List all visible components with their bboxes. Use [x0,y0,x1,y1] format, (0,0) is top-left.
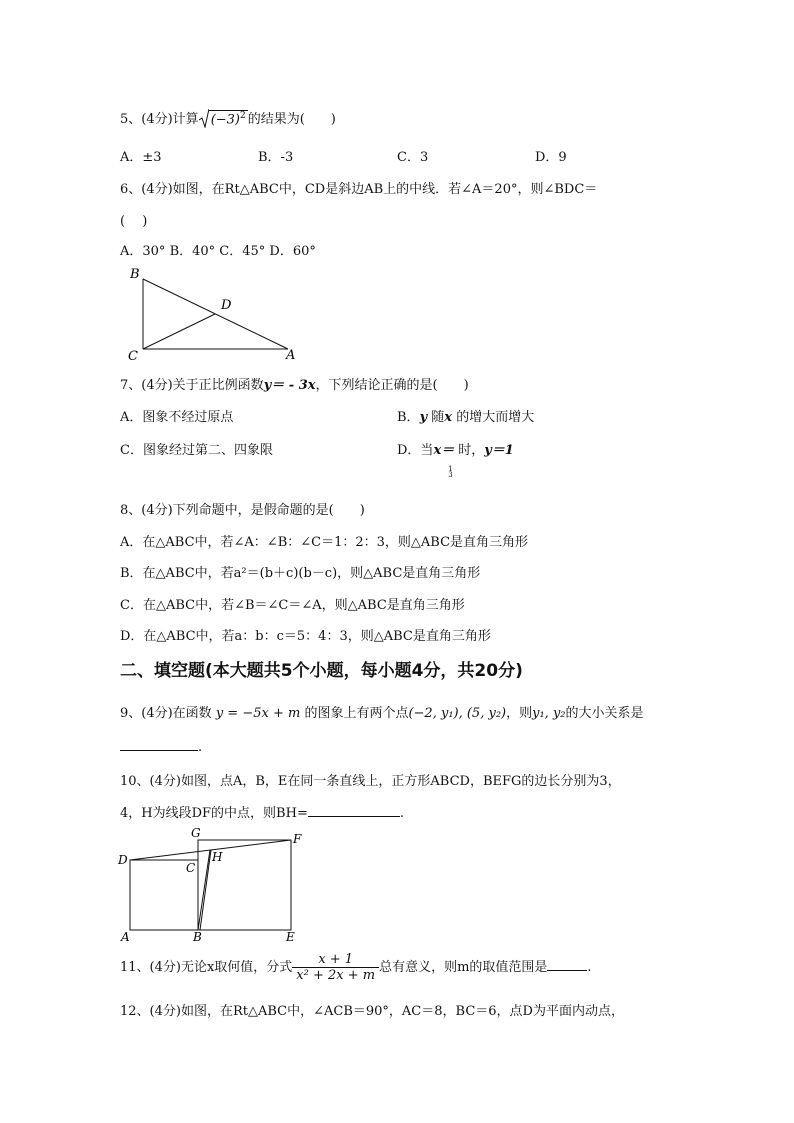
q5-option-d: D．9 [535,150,567,165]
q6-options: A．30° B．40° C．45° D．60° [120,244,316,259]
section-title: 二、填空题(本大题共5个小题，每小题4分，共20分) [120,661,523,681]
label-c: C [128,349,138,364]
label-g: G [191,826,201,840]
median-cd [143,314,215,349]
label-e: E [286,930,295,944]
q8-option-b: B．在△ABC中，若a²＝(b＋c)(b－c)，则△ABC是直角三角形 [120,566,481,581]
q6-triangle-figure [120,262,310,364]
q8-stem: 8、(4分)下列命题中，是假命题的是( ) [120,503,365,518]
q10-squares-figure [116,826,306,946]
label-d: D [221,298,232,313]
q11-stem: 11、(4分)无论x取何值，分式 $\frac{x + 1}{\text{x² + 2x + m}}$ 总有意义，则m的取值范围是 . [120,952,592,983]
label-b: B [130,267,140,282]
q5-option-b: B．-3 [258,150,294,165]
q7-option-d: D．当x＝ 1 3 时，y＝1 [397,443,514,479]
label-a: A [121,930,130,944]
q7-option-b: B．y 随x 的增大而增大 [397,410,535,425]
q5-option-c: C．3 [397,150,429,165]
radical-sign-icon [199,108,209,128]
q7-fraction-one-third: 1 3 [448,465,453,479]
label-d: D [118,853,128,867]
q9-answer-blank[interactable] [120,738,198,751]
q10-stem: 10、(4分)如图，点A，B，E在同一条直线上，正方形ABCD，BEFG的边长分别为3， [120,774,621,789]
q9-stem: 9、(4分)在函数 y = −5x + m 的图象上有两个点(−2, y₁), (5, y₂)，则y₁, y₂的大小关系是 [120,706,644,721]
q6-blank: ( ) [120,214,148,229]
q10-answer-blank[interactable] [308,804,400,817]
q5-option-a: A．±3 [120,150,162,165]
q10-stem-2: 4，H为线段DF的中点，则BH= . [120,806,404,821]
q8-option-a: A．在△ABC中，若∠A：∠B：∠C＝1：2：3，则△ABC是直角三角形 [120,535,529,550]
q7-stem: 7、(4分)关于正比例函数y＝ - 3x，下列结论正确的是( ) [120,378,469,393]
q12-stem: 12、(4分)如图，在Rt△ABC中，∠ACB＝90°，AC＝8，BC＝6，点D为平面内动点， [120,1004,624,1019]
q11-fraction: $\frac{x + 1}{\text{x² + 2x + m}}$ [292,952,379,983]
label-h: H [212,850,223,864]
segment-bh [198,850,210,930]
q8-option-c: C．在△ABC中，若∠B＝∠C＝∠A，则△ABC是直角三角形 [120,598,465,613]
q7-option-a: A．图象不经过原点 [120,410,234,425]
q8-option-d: D．在△ABC中，若a：b：c＝5：4：3，则△ABC是直角三角形 [120,629,491,644]
q7-option-c: C．图象经过第二、四象限 [120,443,273,458]
sqrt-expression: $(-3)^2$ [199,110,248,127]
q9-answer-line: . [120,738,202,755]
label-f: F [293,832,302,846]
label-b: B [193,930,202,944]
q11-answer-blank[interactable] [547,958,587,971]
label-c: C [186,861,196,875]
label-a: A [286,348,296,363]
q6-stem: 6、(4分)如图，在Rt△ABC中，CD是斜边AB上的中线．若∠A＝20°，则∠BDC＝ [120,182,598,197]
q5-stem: 5、(4分)计算 $(-3)^2$ 的结果为( ) [120,108,336,127]
